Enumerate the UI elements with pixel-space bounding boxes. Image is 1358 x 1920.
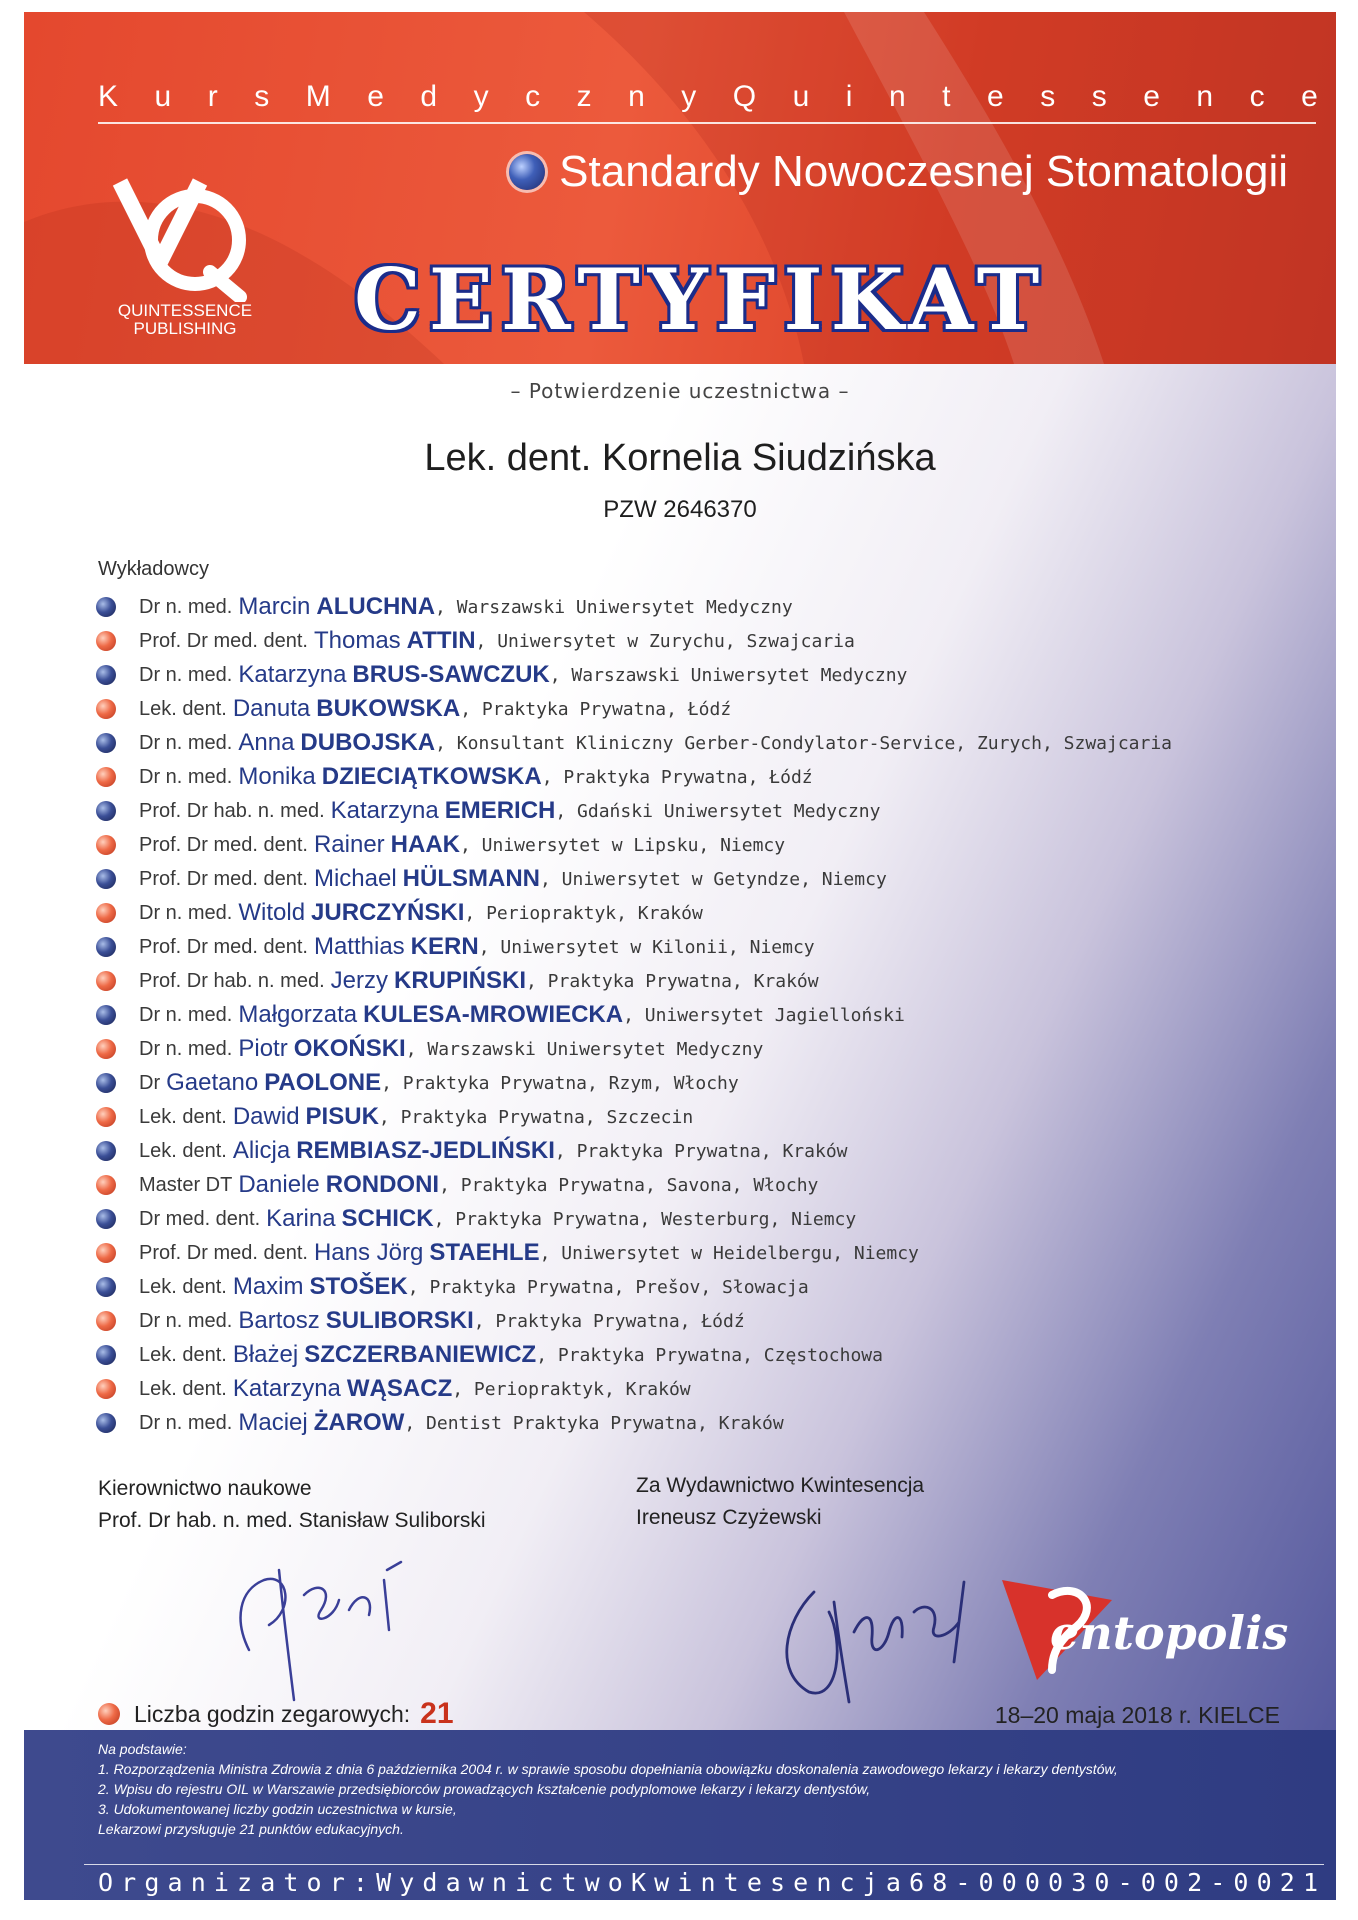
lecturer-title: Master DT [139,1173,233,1196]
blue-sphere-icon [96,1209,116,1229]
organizer-letter: 0 [1233,1868,1249,1897]
course-series-title [98,80,1318,114]
organizer-letter: r [121,1868,137,1897]
red-sphere-icon [96,699,116,719]
lecturer-title: Prof. Dr med. dent. [139,833,308,856]
lecturer-title: Prof. Dr med. dent. [139,629,308,652]
organizer-letter: - [1117,1868,1133,1897]
course-title-letter: d [420,80,438,113]
lecturers-list [96,590,1172,1440]
lecturer-item [96,590,1172,624]
organizer-letter: O [98,1868,114,1897]
logo-caption [90,302,280,338]
lecturer-item [96,896,1172,930]
red-sphere-icon [96,1379,116,1399]
lecturer-last-name: BUKOWSKA [316,695,461,722]
organizer-letter: z [237,1868,253,1897]
lecturer-affiliation: , Praktyka Prywatna, Savona, Włochy [439,1174,819,1196]
organizer-letter: a [885,1868,901,1897]
lecturer-item [96,624,1172,658]
lecturer-title: Dr n. med. [139,731,233,754]
red-sphere-icon [96,1243,116,1263]
organizer-letter: 0 [1001,1868,1017,1897]
certificate-title: CERTYFIKAT [354,250,1048,349]
lecturer-first-name: Michael [313,865,397,892]
organizer-letter: 6 [909,1868,925,1897]
legal-basis [98,1739,1318,1839]
blue-sphere-icon [96,1073,116,1093]
course-title-letter: i [845,80,853,113]
red-sphere-icon [96,971,116,991]
organizer-letter: t [723,1868,739,1897]
lecturer-title: Dr [139,1071,161,1094]
lecturer-item [96,1270,1172,1304]
lecturer-last-name: SCHICK [341,1205,434,1232]
lecturer-first-name: Małgorzata [238,1001,358,1028]
lecturer-item [96,1066,1172,1100]
lecturer-affiliation: , Praktyka Prywatna, Łódź [473,1310,745,1332]
lecturer-first-name: Karina [266,1205,336,1232]
organizer-letter: o [306,1868,322,1897]
lecturer-first-name: Katarzyna [238,661,347,688]
blue-sphere-icon [96,1141,116,1161]
legal-basis-line: 1. Rozporządzenia Ministra Zdrowia z dnia 6 października 2004 r. w sprawie sposobu dopełniania obowiązku doskonalenia zawodowego lekarzy i lekarzy dentystów, [98,1761,1118,1777]
blue-sphere-icon [96,733,116,753]
signature-left [209,1540,439,1710]
hours-summary [98,1697,454,1731]
course-title-letter: n [1196,80,1214,113]
organizer-letter: a [260,1868,276,1897]
lecturer-item [96,794,1172,828]
recipient-name: Lek. dent. Kornelia Siudzińska [424,437,936,479]
course-title-letter: Q [732,80,757,113]
lecturer-last-name: KULESA-MROWIECKA [363,1001,624,1028]
lecturer-title: Lek. dent. [139,1377,227,1400]
lecturer-title: Lek. dent. [139,1105,227,1128]
lecturer-affiliation: , Uniwersytet w Zurychu, Szwajcaria [475,630,855,652]
lecturer-item [96,658,1172,692]
lecturer-affiliation: , Dentist Praktyka Prywatna, Kraków [404,1412,784,1434]
organizer-letter: 0 [1094,1868,1110,1897]
organizer-letter: n [491,1868,507,1897]
lecturer-first-name: Gaetano [166,1069,259,1096]
organizer-letter: e [793,1868,809,1897]
course-title-letter: e [1143,80,1160,113]
organizer-letter: n [190,1868,206,1897]
organizer-letter: o [607,1868,623,1897]
recipient-id: PZW 2646370 [603,496,757,523]
lecturer-first-name: Matthias [313,933,405,960]
lecturer-title: Prof. Dr hab. n. med. [139,969,325,992]
legal-basis-line: Lekarzowi przysługuje 21 punktów edukacyjnych. [98,1821,404,1837]
lecturer-first-name: Bartosz [238,1307,320,1334]
lecturer-first-name: Katarzyna [232,1375,341,1402]
lecturer-affiliation: , Konsultant Kliniczny Gerber-Condylator-Service, Zurych, Szwajcaria [435,732,1173,754]
lecturer-affiliation: , Periopraktyk, Kraków [452,1378,691,1400]
lecturer-first-name: Katarzyna [330,797,439,824]
organizer-letter: t [283,1868,299,1897]
lecturer-title: Dr n. med. [139,595,233,618]
organizer-letter: g [144,1868,160,1897]
dentopolis-logo-text: entopolis [1050,1606,1289,1660]
lecturer-affiliation: , Praktyka Prywatna, Kraków [554,1140,848,1162]
lecturer-affiliation: , Praktyka Prywatna, Łódź [460,698,732,720]
lecturer-last-name: SZCZERBANIEWICZ [304,1341,537,1368]
dentopolis-logo [992,1570,1322,1690]
lecturer-item [96,1032,1172,1066]
legal-basis-line: Na podstawie: [98,1741,187,1757]
lecturer-affiliation: , Praktyka Prywatna, Prešov, Słowacja [407,1276,809,1298]
organizer-letter: r [329,1868,345,1897]
organizer-letter: 3 [1071,1868,1087,1897]
confirmation-subtitle: – Potwierdzenie uczestnictwa – [510,379,850,403]
lecturer-first-name: Monika [238,763,316,790]
lecturer-title: Lek. dent. [139,1275,227,1298]
organizer-letter: 0 [1024,1868,1040,1897]
lecturer-last-name: SULIBORSKI [325,1307,474,1334]
lecturer-item [96,1168,1172,1202]
lecturer-affiliation: , Uniwersytet w Lipsku, Niemcy [460,834,786,856]
course-title-letter: u [154,80,172,113]
lecturer-affiliation: , Praktyka Prywatna, Rzym, Włochy [381,1072,739,1094]
lecturer-first-name: Dawid [232,1103,300,1130]
course-title-letter: c [1249,80,1265,113]
organizer-letter: : [352,1868,368,1897]
course-title-letter: e [1301,80,1318,113]
course-title-letter: y [473,80,489,113]
organizer-letter: w [654,1868,670,1897]
lecturer-last-name: PISUK [305,1103,379,1130]
lecturer-item [96,692,1172,726]
organizer-letter: w [468,1868,484,1897]
organizer-letter: y [399,1868,415,1897]
organizer-letter: 2 [1279,1868,1295,1897]
lecturer-first-name: Maciej [238,1409,308,1436]
lecturer-affiliation: , Praktyka Prywatna, Szczecin [378,1106,694,1128]
lecturer-title: Prof. Dr med. dent. [139,867,308,890]
event-date: 18–20 maja 2018 r. KIELCE [994,1702,1280,1728]
logo-text-line-1: QUINTESSENCE [117,301,253,320]
lecturer-first-name: Błażej [232,1341,299,1368]
lecturer-last-name: STOŠEK [309,1273,408,1300]
organizer-letter: j [862,1868,878,1897]
course-title-letter: y [681,80,697,113]
organizer-letter: n [816,1868,832,1897]
legal-basis-line: 3. Udokumentowanej liczby godzin uczestnictwa w kursie, [98,1801,457,1817]
lecturer-title: Prof. Dr med. dent. [139,1241,308,1264]
blue-sphere-icon [96,937,116,957]
blue-sphere-icon [96,665,116,685]
lecturer-item [96,1134,1172,1168]
course-title-letter: K [98,80,119,113]
lecturer-affiliation: , Warszawski Uniwersytet Medyczny [405,1038,764,1060]
lecturer-title: Dr med. dent. [139,1207,261,1230]
organizer-letter: 0 [1140,1868,1156,1897]
lecturers-label: Wykładowcy [98,558,209,580]
lecturer-title: Dr n. med. [139,663,233,686]
scientific-management-label: Kierownictwo naukowe [98,1477,312,1500]
organizer-letter: K [630,1868,647,1897]
organizer-divider [84,1864,1324,1865]
lecturer-last-name: WĄSACZ [346,1375,453,1402]
organizer-letter: s [769,1868,786,1897]
lecturer-item [96,1100,1172,1134]
lecturer-affiliation: , Uniwersytet w Kilonii, Niemcy [478,936,815,958]
lecturer-last-name: JURCZYŃSKI [311,899,465,926]
lecturer-item [96,760,1172,794]
lecturer-last-name: ALUCHNA [316,593,436,620]
red-sphere-icon [96,835,116,855]
lecturer-last-name: HÜLSMANN [402,865,540,892]
lecturer-last-name: EMERICH [444,797,556,824]
publisher-label: Za Wydawnictwo Kwintesencja [636,1474,925,1497]
organizer-letter: e [746,1868,762,1897]
lecturer-title: Dr n. med. [139,1411,233,1434]
red-sphere-icon [96,631,116,651]
lecturer-first-name: Marcin [238,593,311,620]
organizer-letter: 0 [1048,1868,1064,1897]
lecturer-affiliation: , Warszawski Uniwersytet Medyczny [435,596,793,618]
lecturer-affiliation: , Uniwersytet w Getyndze, Niemcy [540,868,887,890]
hours-label: Liczba godzin zegarowych: [134,1700,411,1727]
lecturer-last-name: KRUPIŃSKI [393,967,526,994]
blue-sphere-icon [509,154,545,190]
lecturer-title: Dr n. med. [139,765,233,788]
red-sphere-icon [96,767,116,787]
organizer-letter: 0 [1163,1868,1179,1897]
course-title-letter: s [1091,80,1107,113]
lecturer-affiliation: , Uniwersytet Jagielloński [623,1004,905,1026]
organizer-letter: 8 [932,1868,948,1897]
lecturer-last-name: REMBIASZ-JEDLIŃSKI [296,1137,555,1164]
lecturer-title: Dr n. med. [139,1037,233,1060]
lecturer-last-name: OKOŃSKI [293,1035,406,1062]
lecturer-item [96,1236,1172,1270]
lecturer-affiliation: , Praktyka Prywatna, Łódź [541,766,813,788]
lecturer-last-name: PAOLONE [264,1069,382,1096]
course-title-letter: e [987,80,1004,113]
course-title-letter: c [525,80,541,113]
lecturer-title: Dr n. med. [139,1309,233,1332]
lecturer-item [96,964,1172,998]
lecturer-last-name: STAEHLE [429,1239,540,1266]
vq-logo-icon [90,162,280,302]
lecturer-affiliation: , Praktyka Prywatna, Westerburg, Niemcy [433,1208,857,1230]
lecturer-item [96,998,1172,1032]
course-title-letter: n [628,80,645,113]
logo-text-line-2: PUBLISHING [133,319,237,338]
lecturer-item [96,1372,1172,1406]
lecturer-last-name: DZIECIĄTKOWSKA [321,763,542,790]
blue-sphere-icon [96,1277,116,1297]
lecturer-last-name: RONDONI [325,1171,440,1198]
course-title-letter: z [576,80,592,113]
lecturer-item [96,1202,1172,1236]
lecturer-item [96,862,1172,896]
lecturer-last-name: ATTIN [406,627,476,654]
blue-sphere-icon [96,869,116,889]
lecturer-first-name: Danuta [232,695,311,722]
lecturer-affiliation: , Warszawski Uniwersytet Medyczny [549,664,908,686]
lecturer-item [96,930,1172,964]
course-title-letter: t [942,80,951,113]
lecturer-affiliation: , Praktyka Prywatna, Częstochowa [536,1344,883,1366]
course-title-letter: M [305,80,331,113]
organizer-letter: a [445,1868,461,1897]
header-divider [98,122,1316,124]
organizer-letter: d [422,1868,438,1897]
scientific-management-name: Prof. Dr hab. n. med. Stanisław Suliborski [98,1509,486,1532]
lecturer-affiliation: , Praktyka Prywatna, Kraków [526,970,819,992]
organizer-letter: - [1210,1868,1226,1897]
lecturer-last-name: ŻAROW [313,1409,405,1436]
organizer-letter: 1 [1302,1868,1318,1897]
lecturer-title: Dr n. med. [139,901,233,924]
program-title-text: Standardy Nowoczesnej Stomatologii [559,147,1288,196]
publisher-name: Ireneusz Czyżewski [636,1506,822,1529]
legal-basis-line: 2. Wpisu do rejestru OIL w Warszawie przedsiębiorców prowadzących kształcenie podyplomowe lekarzy i lekarzy dentystów, [98,1781,871,1797]
lecturer-first-name: Hans Jörg [313,1239,424,1266]
blue-sphere-icon [96,1413,116,1433]
red-sphere-icon [98,1703,120,1725]
organizer-letter: i [515,1868,531,1897]
organizer-letter: a [167,1868,183,1897]
lecturer-last-name: BRUS-SAWCZUK [352,661,550,688]
blue-sphere-icon [96,1005,116,1025]
lecturer-first-name: Anna [238,729,295,756]
lecturer-title: Lek. dent. [139,697,227,720]
organizer-letter: t [561,1868,577,1897]
organizer-letter: c [538,1868,554,1897]
red-sphere-icon [96,1107,116,1127]
organizer-letter: 0 [978,1868,994,1897]
lecturer-first-name: Rainer [313,831,385,858]
program-title [509,147,1288,197]
lecturer-item [96,726,1172,760]
organizer-letter: W [376,1868,392,1897]
red-sphere-icon [96,1039,116,1059]
lecturer-affiliation: , Periopraktyk, Kraków [464,902,703,924]
lecturer-title: Prof. Dr hab. n. med. [139,799,325,822]
organizer-letter: c [839,1868,855,1897]
lecturer-first-name: Thomas [313,627,401,654]
organizer-line [98,1868,1318,1897]
lecturer-first-name: Maxim [232,1273,304,1300]
lecturer-item [96,1304,1172,1338]
lecturer-title: Lek. dent. [139,1139,227,1162]
blue-sphere-icon [96,1345,116,1365]
organizer-letter: - [955,1868,971,1897]
lecturer-item [96,1406,1172,1440]
lecturer-item [96,828,1172,862]
lecturer-last-name: KERN [410,933,479,960]
lecturer-last-name: DUBOJSKA [300,729,436,756]
organizer-letter: 0 [1256,1868,1272,1897]
lecturer-first-name: Piotr [238,1035,288,1062]
blue-sphere-icon [96,597,116,617]
lecturer-first-name: Jerzy [330,967,388,994]
organizer-letter: i [213,1868,229,1897]
certificate-page [24,12,1336,1900]
lecturer-affiliation: , Uniwersytet w Heidelbergu, Niemcy [539,1242,919,1264]
organizer-letter: i [677,1868,693,1897]
lecturer-title: Prof. Dr med. dent. [139,935,308,958]
hours-value: 21 [420,1697,454,1730]
lecturer-first-name: Alicja [232,1137,291,1164]
course-title-letter: n [888,80,906,113]
lecturer-affiliation: , Gdański Uniwersytet Medyczny [555,800,881,822]
red-sphere-icon [96,903,116,923]
course-title-letter: s [254,80,270,113]
lecturer-title: Lek. dent. [139,1343,227,1366]
blue-sphere-icon [96,801,116,821]
organizer-letter: n [700,1868,716,1897]
course-title-letter: e [367,80,384,113]
red-sphere-icon [96,1311,116,1331]
organizer-letter: w [584,1868,600,1897]
lecturer-first-name: Daniele [238,1171,320,1198]
lecturer-first-name: Witold [238,899,306,926]
red-sphere-icon [96,1175,116,1195]
lecturer-last-name: HAAK [390,831,460,858]
header-band [24,12,1336,364]
lecturer-item [96,1338,1172,1372]
lecturer-title: Dr n. med. [139,1003,233,1026]
course-title-letter: u [792,80,810,113]
quintessence-logo [90,162,280,347]
course-title-letter: r [207,80,218,113]
organizer-letter: 2 [1187,1868,1203,1897]
course-title-letter: s [1040,80,1056,113]
